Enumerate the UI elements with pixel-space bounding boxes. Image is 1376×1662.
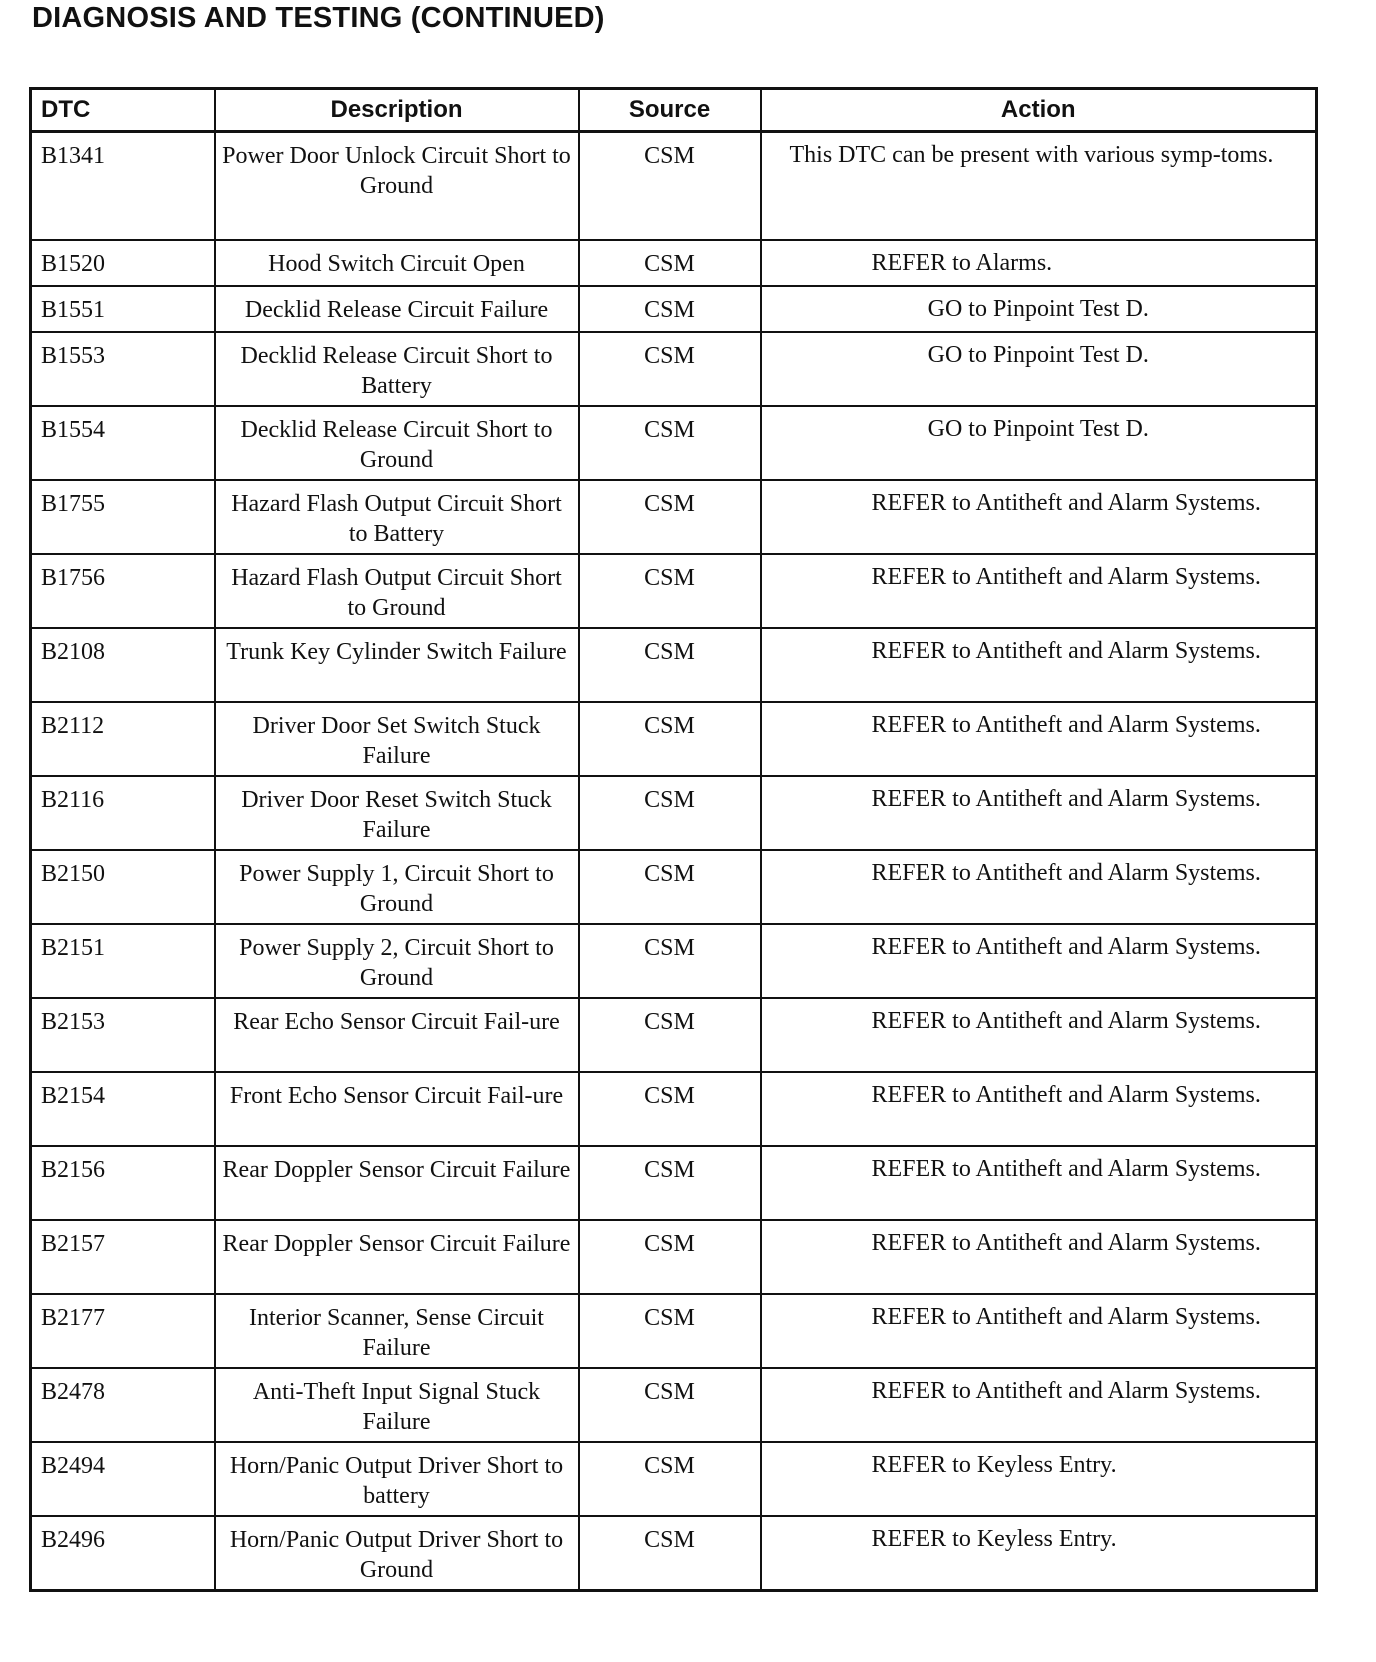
dtc-description: Decklid Release Circuit Failure bbox=[215, 286, 579, 332]
table-row bbox=[31, 628, 1317, 702]
dtc-description: Driver Door Set Switch Stuck Failure bbox=[215, 702, 579, 776]
table-row bbox=[31, 850, 1317, 924]
dtc-action: REFER to Antitheft and Alarm Systems. bbox=[761, 924, 1317, 998]
dtc-source: CSM bbox=[579, 1368, 761, 1442]
table-row bbox=[31, 1516, 1317, 1591]
dtc-source: CSM bbox=[579, 702, 761, 776]
dtc-source: CSM bbox=[579, 480, 761, 554]
dtc-description: Decklid Release Circuit Short to Ground bbox=[215, 406, 579, 480]
dtc-code: B1341 bbox=[31, 132, 215, 241]
dtc-code: B2153 bbox=[31, 998, 215, 1072]
dtc-code: B1755 bbox=[31, 480, 215, 554]
dtc-code: B2150 bbox=[31, 850, 215, 924]
table-row bbox=[31, 998, 1317, 1072]
dtc-code: B1756 bbox=[31, 554, 215, 628]
dtc-source: CSM bbox=[579, 628, 761, 702]
dtc-description: Horn/Panic Output Driver Short to battery bbox=[215, 1442, 579, 1516]
dtc-source: CSM bbox=[579, 240, 761, 286]
dtc-action: REFER to Keyless Entry. bbox=[761, 1442, 1317, 1516]
dtc-source: CSM bbox=[579, 1072, 761, 1146]
dtc-source: CSM bbox=[579, 332, 761, 406]
table-header-row bbox=[31, 89, 1317, 132]
dtc-action: REFER to Antitheft and Alarm Systems. bbox=[761, 628, 1317, 702]
dtc-source: CSM bbox=[579, 1220, 761, 1294]
dtc-code: B2494 bbox=[31, 1442, 215, 1516]
dtc-code: B2108 bbox=[31, 628, 215, 702]
table-row bbox=[31, 1294, 1317, 1368]
dtc-description: Power Supply 2, Circuit Short to Ground bbox=[215, 924, 579, 998]
table-row bbox=[31, 406, 1317, 480]
dtc-action: REFER to Antitheft and Alarm Systems. bbox=[761, 1294, 1317, 1368]
dtc-action: REFER to Antitheft and Alarm Systems. bbox=[761, 1072, 1317, 1146]
dtc-action: REFER to Antitheft and Alarm Systems. bbox=[761, 1146, 1317, 1220]
dtc-description: Power Door Unlock Circuit Short to Ground bbox=[215, 132, 579, 241]
dtc-source: CSM bbox=[579, 1442, 761, 1516]
dtc-code: B2112 bbox=[31, 702, 215, 776]
dtc-description: Rear Echo Sensor Circuit Fail-ure bbox=[215, 998, 579, 1072]
dtc-description: Interior Scanner, Sense Circuit Failure bbox=[215, 1294, 579, 1368]
dtc-description: Hood Switch Circuit Open bbox=[215, 240, 579, 286]
dtc-code: B2157 bbox=[31, 1220, 215, 1294]
dtc-description: Power Supply 1, Circuit Short to Ground bbox=[215, 850, 579, 924]
dtc-code: B2496 bbox=[31, 1516, 215, 1591]
dtc-description: Rear Doppler Sensor Circuit Failure bbox=[215, 1220, 579, 1294]
dtc-description: Hazard Flash Output Circuit Short to Ground bbox=[215, 554, 579, 628]
dtc-source: CSM bbox=[579, 776, 761, 850]
dtc-code: B2116 bbox=[31, 776, 215, 850]
dtc-source: CSM bbox=[579, 924, 761, 998]
table-row bbox=[31, 1442, 1317, 1516]
table-row bbox=[31, 776, 1317, 850]
table-row bbox=[31, 132, 1317, 241]
dtc-action: REFER to Keyless Entry. bbox=[761, 1516, 1317, 1591]
dtc-action: REFER to Antitheft and Alarm Systems. bbox=[761, 850, 1317, 924]
dtc-action: GO to Pinpoint Test D. bbox=[761, 286, 1317, 332]
dtc-action: This DTC can be present with various symp-toms. bbox=[761, 132, 1317, 241]
dtc-code: B2154 bbox=[31, 1072, 215, 1146]
dtc-table bbox=[29, 87, 1318, 1592]
dtc-code: B2478 bbox=[31, 1368, 215, 1442]
table-row bbox=[31, 1220, 1317, 1294]
dtc-source: CSM bbox=[579, 1294, 761, 1368]
dtc-action: REFER to Antitheft and Alarm Systems. bbox=[761, 776, 1317, 850]
header-dtc: DTC bbox=[31, 89, 215, 132]
table-row bbox=[31, 554, 1317, 628]
dtc-code: B2151 bbox=[31, 924, 215, 998]
table-row bbox=[31, 240, 1317, 286]
dtc-description: Rear Doppler Sensor Circuit Failure bbox=[215, 1146, 579, 1220]
dtc-description: Decklid Release Circuit Short to Battery bbox=[215, 332, 579, 406]
dtc-code: B1554 bbox=[31, 406, 215, 480]
dtc-code: B2156 bbox=[31, 1146, 215, 1220]
dtc-code: B1520 bbox=[31, 240, 215, 286]
table-row bbox=[31, 332, 1317, 406]
dtc-action: REFER to Antitheft and Alarm Systems. bbox=[761, 702, 1317, 776]
dtc-action: REFER to Antitheft and Alarm Systems. bbox=[761, 998, 1317, 1072]
dtc-action: REFER to Antitheft and Alarm Systems. bbox=[761, 1220, 1317, 1294]
dtc-source: CSM bbox=[579, 554, 761, 628]
dtc-action: GO to Pinpoint Test D. bbox=[761, 332, 1317, 406]
dtc-code: B2177 bbox=[31, 1294, 215, 1368]
table-row bbox=[31, 1146, 1317, 1220]
dtc-source: CSM bbox=[579, 850, 761, 924]
dtc-action: GO to Pinpoint Test D. bbox=[761, 406, 1317, 480]
header-source: Source bbox=[579, 89, 761, 132]
dtc-description: Anti-Theft Input Signal Stuck Failure bbox=[215, 1368, 579, 1442]
table-row bbox=[31, 286, 1317, 332]
dtc-code: B1553 bbox=[31, 332, 215, 406]
dtc-action: REFER to Antitheft and Alarm Systems. bbox=[761, 554, 1317, 628]
table-row bbox=[31, 924, 1317, 998]
dtc-source: CSM bbox=[579, 132, 761, 241]
dtc-action: REFER to Antitheft and Alarm Systems. bbox=[761, 480, 1317, 554]
dtc-source: CSM bbox=[579, 406, 761, 480]
table-row bbox=[31, 1072, 1317, 1146]
dtc-description: Front Echo Sensor Circuit Fail-ure bbox=[215, 1072, 579, 1146]
dtc-code: B1551 bbox=[31, 286, 215, 332]
table-row bbox=[31, 1368, 1317, 1442]
dtc-source: CSM bbox=[579, 286, 761, 332]
dtc-source: CSM bbox=[579, 1516, 761, 1591]
header-action: Action bbox=[761, 89, 1317, 132]
dtc-source: CSM bbox=[579, 998, 761, 1072]
dtc-description: Hazard Flash Output Circuit Short to Battery bbox=[215, 480, 579, 554]
dtc-action: REFER to Alarms. bbox=[761, 240, 1317, 286]
header-description: Description bbox=[215, 89, 579, 132]
table-row bbox=[31, 480, 1317, 554]
table-row bbox=[31, 702, 1317, 776]
page-title: DIAGNOSIS AND TESTING (CONTINUED) bbox=[32, 2, 605, 34]
dtc-description: Horn/Panic Output Driver Short to Ground bbox=[215, 1516, 579, 1591]
dtc-action: REFER to Antitheft and Alarm Systems. bbox=[761, 1368, 1317, 1442]
dtc-source: CSM bbox=[579, 1146, 761, 1220]
dtc-description: Driver Door Reset Switch Stuck Failure bbox=[215, 776, 579, 850]
dtc-description: Trunk Key Cylinder Switch Failure bbox=[215, 628, 579, 702]
